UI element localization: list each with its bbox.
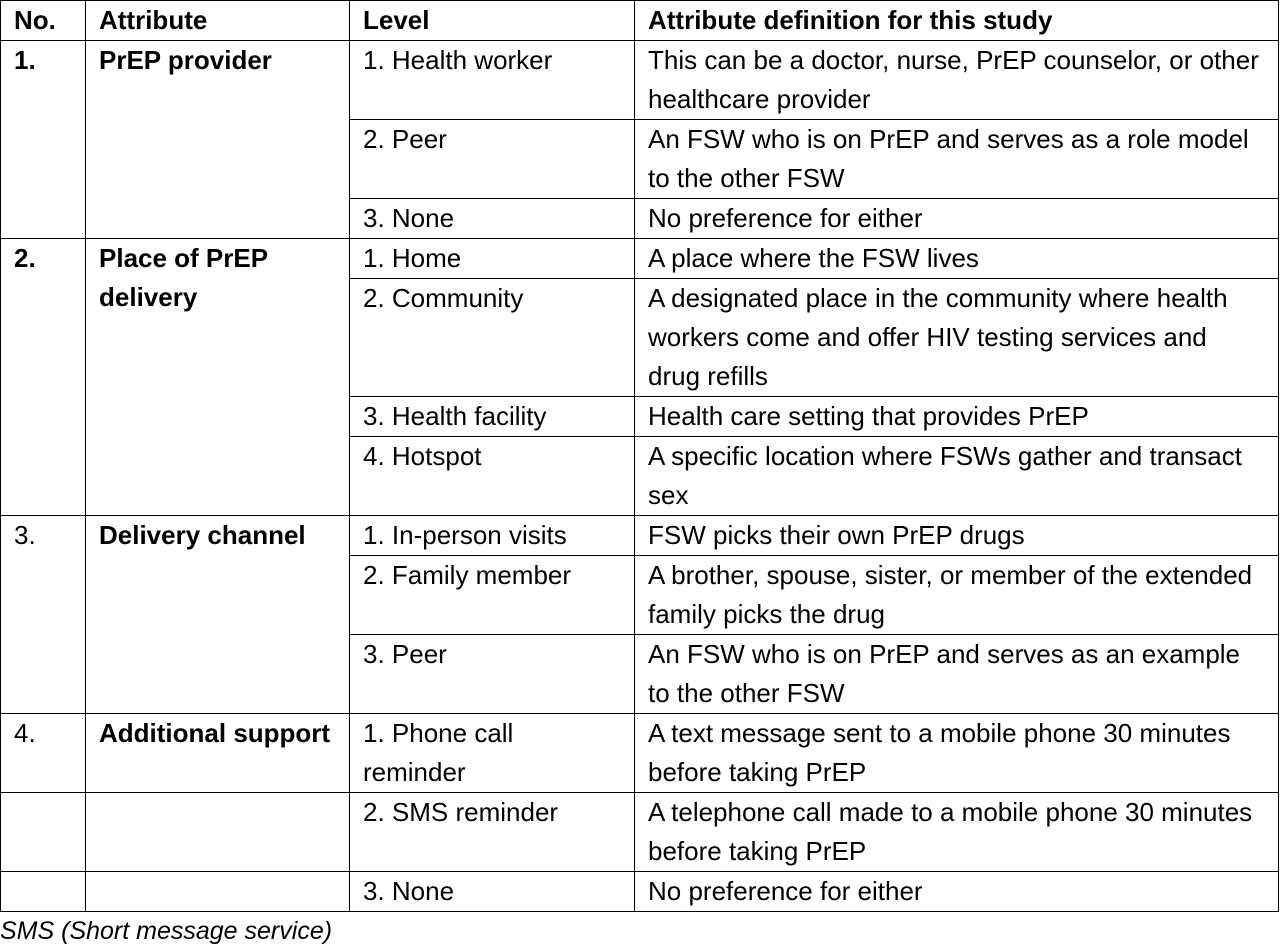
level-cell: 4. Hotspot <box>350 437 635 516</box>
empty-no-cell <box>1 872 86 912</box>
definition-cell: A text message sent to a mobile phone 30 minutes before taking PrEP <box>635 714 1279 793</box>
group-4-attribute: Additional support <box>86 714 350 793</box>
definition-cell: An FSW who is on PrEP and serves as a role model to the other FSW <box>635 120 1279 199</box>
level-cell: 2. SMS reminder <box>350 793 635 872</box>
table-row <box>1 41 1279 120</box>
level-cell: 1. In-person visits <box>350 516 635 556</box>
level-cell: 1. Phone call reminder <box>350 714 635 793</box>
group-3-attribute: Delivery channel <box>86 516 350 714</box>
table-header-row <box>1 1 1279 41</box>
table-row <box>1 239 1279 279</box>
empty-no-cell <box>1 793 86 872</box>
level-cell: 1. Health worker <box>350 41 635 120</box>
table-row <box>1 714 1279 793</box>
definition-cell: A telephone call made to a mobile phone 30 minutes before taking PrEP <box>635 793 1279 872</box>
group-4-no: 4. <box>1 714 86 793</box>
definition-cell: Health care setting that provides PrEP <box>635 397 1279 437</box>
definition-cell: A brother, spouse, sister, or member of the extended family picks the drug <box>635 556 1279 635</box>
level-cell: 2. Peer <box>350 120 635 199</box>
definition-cell: A specific location where FSWs gather and transact sex <box>635 437 1279 516</box>
empty-attribute-cell <box>86 872 350 912</box>
group-3-no: 3. <box>1 516 86 714</box>
header-attribute: Attribute <box>86 1 350 41</box>
level-cell: 3. Health facility <box>350 397 635 437</box>
table-row <box>1 516 1279 556</box>
level-cell: 3. Peer <box>350 635 635 714</box>
table-row <box>1 793 1279 872</box>
table-row <box>1 872 1279 912</box>
definition-cell: An FSW who is on PrEP and serves as an example to the other FSW <box>635 635 1279 714</box>
empty-attribute-cell <box>86 793 350 872</box>
group-1-no: 1. <box>1 41 86 239</box>
definition-cell: FSW picks their own PrEP drugs <box>635 516 1279 556</box>
level-cell: 1. Home <box>350 239 635 279</box>
definition-cell: A place where the FSW lives <box>635 239 1279 279</box>
group-2-no: 2. <box>1 239 86 516</box>
group-1-attribute: PrEP provider <box>86 41 350 239</box>
level-cell: 3. None <box>350 872 635 912</box>
table-footnote: SMS (Short message service) <box>0 917 333 945</box>
definition-cell: No preference for either <box>635 199 1279 239</box>
header-level: Level <box>350 1 635 41</box>
level-cell: 2. Community <box>350 279 635 397</box>
definition-cell: No preference for either <box>635 872 1279 912</box>
definition-cell: A designated place in the community where health workers come and offer HIV testing services and drug refills <box>635 279 1279 397</box>
group-2-attribute: Place of PrEP delivery <box>86 239 350 516</box>
level-cell: 2. Family member <box>350 556 635 635</box>
level-cell: 3. None <box>350 199 635 239</box>
header-definition: Attribute definition for this study <box>635 1 1279 41</box>
definition-cell: This can be a doctor, nurse, PrEP counselor, or other healthcare provider <box>635 41 1279 120</box>
header-no: No. <box>1 1 86 41</box>
